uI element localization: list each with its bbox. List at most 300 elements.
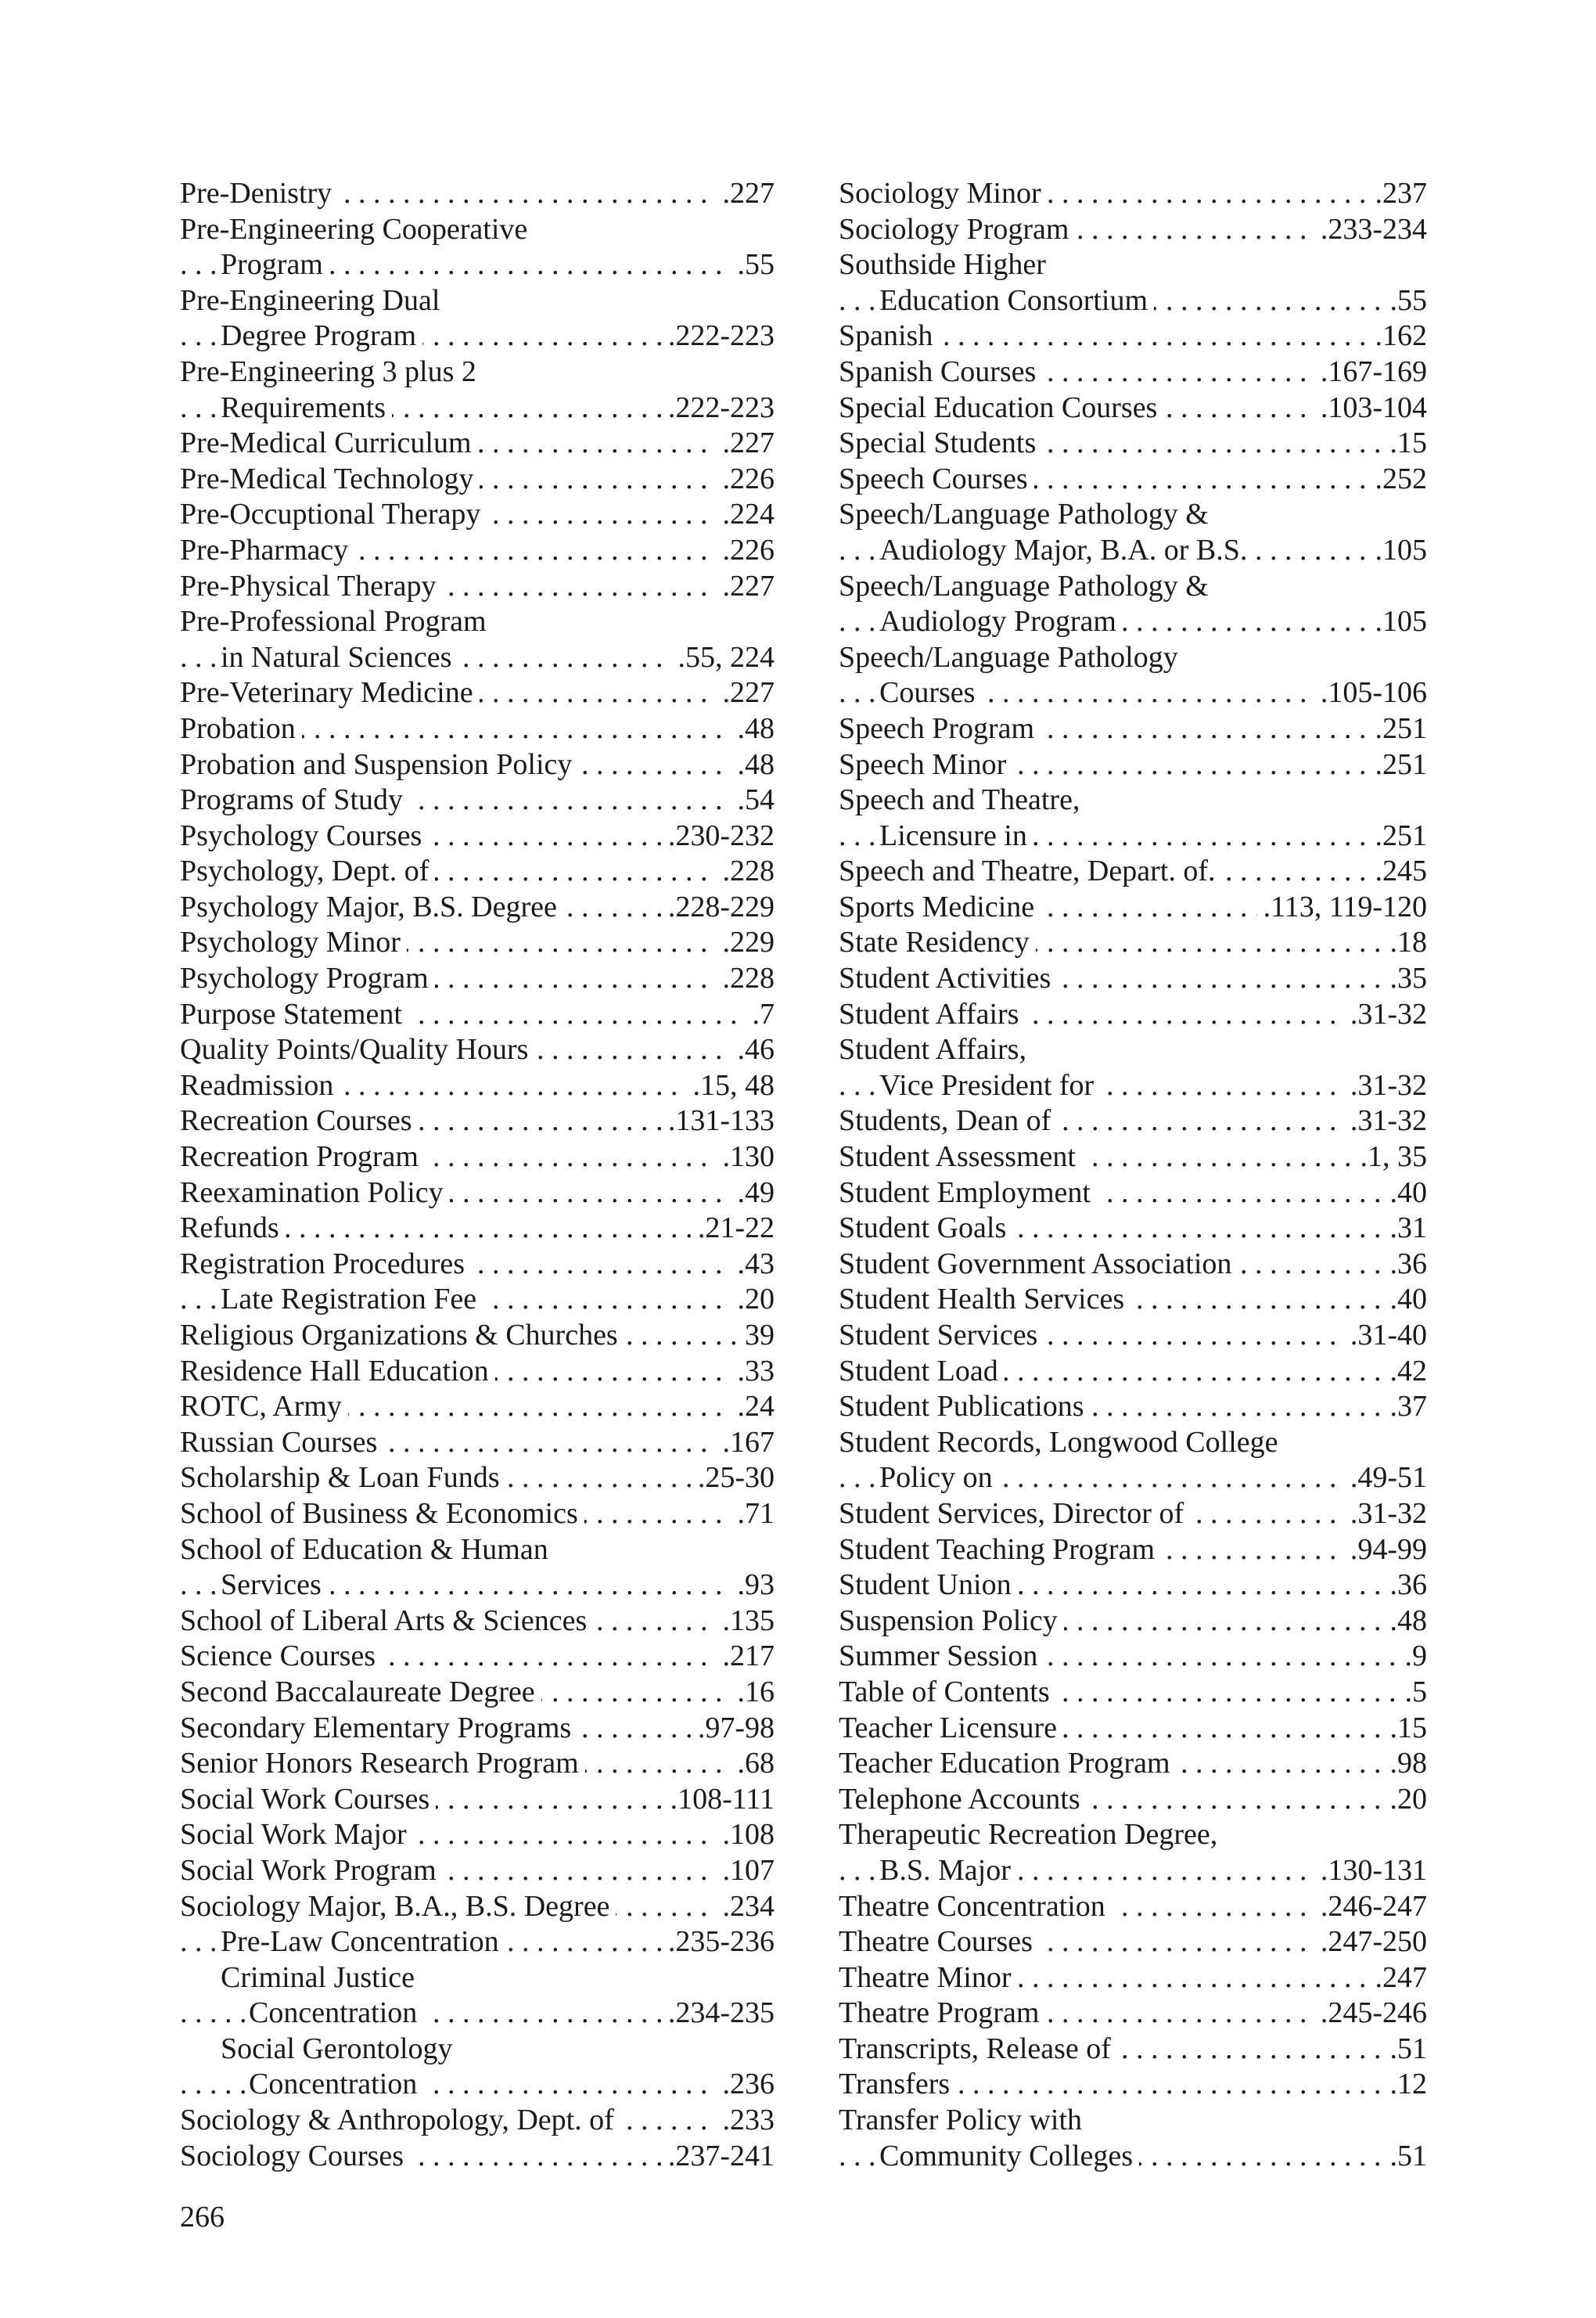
index-entry-page: .236 (717, 2067, 775, 2103)
index-entry-text: Special Students (839, 427, 1042, 459)
index-entry (839, 711, 1427, 747)
index-entry-text: Late Registration Fee (221, 1283, 483, 1316)
index-entry-text: Psychology, Dept. of (180, 855, 435, 887)
index-entry (180, 1496, 775, 1532)
index-entry (180, 391, 775, 427)
index-entry (180, 1460, 775, 1496)
index-entry-text: Pre-Pharmacy (180, 534, 354, 567)
index-entry-text: Psychology Major, B.S. Degree (180, 891, 563, 923)
index-entry (839, 961, 1427, 997)
index-entry-page: .40 (1384, 1175, 1428, 1211)
index-entry-page: .235-236 (662, 1924, 775, 1960)
index-entry (180, 1139, 775, 1175)
index-entry (839, 1568, 1427, 1604)
index-entry-text: State Residency (839, 926, 1036, 959)
index-entry-page: .234-235 (662, 1996, 775, 2032)
index-entry (180, 675, 775, 711)
index-entry (180, 497, 775, 533)
index-entry (180, 1068, 775, 1104)
index-entry (180, 640, 775, 676)
index-entry-text: Speech Courses (839, 463, 1034, 495)
index-entry-text: Pre-Medical Curriculum (180, 427, 478, 459)
index-entry-text: Sociology & Anthropology, Dept. of (180, 2104, 620, 2136)
index-entry-text: School of Business & Economics (180, 1497, 584, 1530)
index-entry-page: .48 (732, 711, 775, 747)
index-entry-page: .37 (1384, 1389, 1428, 1425)
index-entry-text: B.S. Major (879, 1854, 1017, 1887)
index-entry-text: Student Services, Director of (839, 1497, 1190, 1530)
index-entry-text: Probation (180, 712, 302, 745)
index-entry-page: .237-241 (662, 2139, 775, 2175)
index-entry (839, 1211, 1427, 1247)
index-entry-page: .227 (717, 675, 775, 711)
index-entry (839, 1068, 1427, 1104)
index-entry-page: .105 (1369, 533, 1428, 569)
index-entry (839, 319, 1427, 355)
index-entry (839, 783, 1427, 819)
index-entry-text: Social Work Major (180, 1818, 413, 1851)
index-entry (839, 1639, 1427, 1675)
index-entry-page: .246-247 (1314, 1889, 1427, 1925)
index-entry-page: .49-51 (1344, 1460, 1427, 1496)
index-entry-text: Student Goals (839, 1211, 1012, 1244)
index-entry-page: .5 (1399, 1675, 1428, 1711)
index-entry-page: .107 (717, 1853, 775, 1889)
index-entry-page: .24 (732, 1389, 775, 1425)
index-entry-page: .233 (717, 2103, 775, 2139)
index-entry-text: Sociology Minor (839, 177, 1048, 210)
index-entry-page: .251 (1369, 711, 1428, 747)
index-entry (839, 1532, 1427, 1568)
index-entry-page: .36 (1384, 1247, 1428, 1283)
index-entry (839, 819, 1427, 855)
index-entry-page: .237 (1369, 176, 1428, 212)
index-entry-text: Student Affairs, (839, 1033, 1033, 1066)
index-entry-text: Community Colleges (879, 2140, 1139, 2172)
index-entry (180, 1817, 775, 1853)
index-entry-text: Sociology Program (839, 213, 1075, 246)
index-entry-text: Student Records, Longwood College (839, 1426, 1284, 1459)
index-entry (839, 1318, 1427, 1354)
index-entry-text: Residence Hall Education (180, 1355, 495, 1388)
index-entry-text: Pre-Denistry (180, 177, 338, 210)
index-entry-page: .43 (732, 1247, 775, 1283)
index-entry-page: .233-234 (1314, 212, 1427, 248)
index-entry-page: .135 (717, 1604, 775, 1640)
index-entry-text: Student Union (839, 1568, 1018, 1601)
index-entry-page: .31-32 (1344, 1496, 1427, 1532)
page-number: 266 (180, 2201, 225, 2233)
index-entry-text: Telephone Accounts (839, 1783, 1087, 1816)
index-column-left (180, 176, 775, 2174)
index-entry (839, 2103, 1427, 2139)
index-entry-page: .49 (732, 1175, 775, 1211)
index-entry (180, 176, 775, 212)
index-entry-page: .222-223 (662, 319, 775, 355)
index-entry (180, 997, 775, 1033)
index-entry-text: Theatre Program (839, 1996, 1045, 2029)
index-entry-page: .31-40 (1344, 1318, 1427, 1354)
index-entry-page: .1, 35 (1354, 1139, 1428, 1175)
index-entry-page: .15 (1384, 1711, 1428, 1747)
index-entry (180, 747, 775, 783)
index-entry (839, 569, 1427, 605)
index-entry (839, 1175, 1427, 1211)
index-entry-page: .20 (732, 1282, 775, 1318)
index-entry-page: .48 (1384, 1604, 1428, 1640)
index-entry-text: Transfer Policy with (839, 2104, 1088, 2136)
index-entry (180, 819, 775, 855)
index-entry-text: Vice President for (879, 1069, 1100, 1102)
index-entry-text: Speech/Language Pathology & (839, 498, 1215, 531)
index-entry-text: Refunds (180, 1211, 286, 1244)
index-entry-text: Psychology Minor (180, 926, 407, 959)
index-entry (839, 1853, 1427, 1889)
index-entry-text: Pre-Engineering Cooperative (180, 213, 534, 246)
index-entry-text: Social Work Courses (180, 1783, 436, 1816)
index-entry-text: Concentration (249, 2068, 423, 2100)
index-entry-page: .33 (732, 1354, 775, 1390)
index-entry-text: Student Affairs (839, 998, 1025, 1031)
index-entry-text: Registration Procedures (180, 1247, 471, 1280)
index-entry-page: .40 (1384, 1282, 1428, 1318)
index-entry-text: Students, Dean of (839, 1104, 1057, 1137)
index-entry-text: ROTC, Army (180, 1390, 348, 1423)
index-entry-text: Readmission (180, 1069, 340, 1102)
index-entry-page: .130-131 (1314, 1853, 1427, 1889)
index-entry-text: Religious Organizations & Churches (180, 1319, 624, 1352)
index-entry-page: .51 (1384, 2032, 1428, 2068)
index-entry-text: Suspension Policy (839, 1604, 1064, 1637)
index-entry (839, 640, 1427, 676)
index-entry (839, 355, 1427, 391)
index-entry-text: Recreation Program (180, 1140, 425, 1173)
index-entry (839, 2032, 1427, 2068)
index-entry-text: Student Teaching Program (839, 1533, 1161, 1566)
index-entry-text: Spanish (839, 319, 939, 352)
index-entry-text: Pre-Veterinary Medicine (180, 676, 480, 709)
index-entry (180, 2139, 775, 2175)
index-entry-page: .46 (732, 1032, 775, 1068)
index-entry-page: .162 (1369, 319, 1428, 355)
index-entry-text: Sports Medicine (839, 891, 1041, 923)
index-entry (839, 1032, 1427, 1068)
index-entry-page: .12 (1384, 2067, 1428, 2103)
index-entry (180, 925, 775, 961)
index-entry (180, 1389, 775, 1425)
index-entry-text: Concentration (249, 1996, 423, 2029)
index-entry-page: .25-30 (692, 1460, 775, 1496)
index-entry (839, 497, 1427, 533)
index-entry-text: Speech Minor (839, 748, 1012, 781)
index-entry (180, 604, 775, 640)
index-entry-text: Sociology Major, B.A., B.S. Degree (180, 1890, 616, 1923)
index-entry-text: Transfers (839, 2068, 956, 2100)
index-entry (180, 462, 775, 498)
index-entry-page: .42 (1384, 1354, 1428, 1390)
index-entry (180, 1425, 775, 1461)
index-entry-text: Quality Points/Quality Hours (180, 1033, 534, 1066)
index-entry-page: .234 (717, 1889, 775, 1925)
index-entry (180, 2067, 775, 2103)
index-entry (180, 319, 775, 355)
index-entry (839, 925, 1427, 961)
index-entry-text: Psychology Program (180, 962, 435, 995)
index-entry-text: Student Assessment (839, 1140, 1082, 1173)
index-entry-page: .108-111 (664, 1782, 775, 1818)
index-entry-text: Theatre Concentration (839, 1890, 1112, 1923)
index-entry-text: Theatre Minor (839, 1961, 1018, 1994)
index-entry (180, 533, 775, 569)
index-entry (180, 1103, 775, 1139)
index-entry-page: .227 (717, 569, 775, 605)
index-entry (839, 1103, 1427, 1139)
index-entry-page: .98 (1384, 1746, 1428, 1782)
index-entry-text: Pre-Engineering 3 plus 2 (180, 355, 483, 388)
index-entry-text: Social Work Program (180, 1854, 443, 1887)
index-entry (180, 890, 775, 926)
index-entry (839, 1354, 1427, 1390)
index-entry-page: .105 (1369, 604, 1428, 640)
index-entry-page: .36 (1384, 1568, 1428, 1604)
index-entry-text: Courses (879, 676, 981, 709)
index-entry-text: Teacher Licensure (839, 1712, 1063, 1744)
index-entry-text: Science Courses (180, 1640, 382, 1672)
index-entry-page: .245-246 (1314, 1996, 1427, 2032)
index-entry (180, 961, 775, 997)
index-entry (180, 1247, 775, 1283)
index-entry (180, 1960, 775, 1996)
index-entry-text: School of Liberal Arts & Sciences (180, 1604, 593, 1637)
index-entry-page: .55 (1384, 283, 1428, 319)
index-entry-page: .71 (732, 1496, 775, 1532)
index-entry-text: Student Load (839, 1355, 1005, 1388)
index-entry (180, 1782, 775, 1818)
index-entry-page: .31-32 (1344, 1068, 1427, 1104)
index-entry (839, 462, 1427, 498)
index-entry-page: .226 (717, 462, 775, 498)
index-entry-text: Program (221, 248, 329, 281)
index-entry (839, 176, 1427, 212)
index-entry (180, 1924, 775, 1960)
index-entry (180, 1604, 775, 1640)
index-entry-page: .55, 224 (672, 640, 775, 676)
index-entry-text: Policy on (879, 1461, 999, 1494)
index-entry (180, 1568, 775, 1604)
index-entry-page: .227 (717, 426, 775, 462)
index-entry-page: .18 (1384, 925, 1428, 961)
index-entry-page: .252 (1369, 462, 1428, 498)
index-entry-text: Special Education Courses (839, 391, 1163, 424)
index-entry-text: Licensure in (879, 819, 1033, 852)
index-entry (839, 1425, 1427, 1461)
index-entry (180, 283, 775, 319)
index-entry (180, 1032, 775, 1068)
index-entry (180, 1175, 775, 1211)
index-entry (839, 997, 1427, 1033)
index-entry (839, 1746, 1427, 1782)
index-entry (180, 1675, 775, 1711)
index-entry (180, 355, 775, 391)
index-entry (180, 1711, 775, 1747)
index-entry-text: Audiology Program (879, 605, 1123, 638)
index-entry-page: .55 (732, 247, 775, 283)
index-entry-text: Summer Session (839, 1640, 1044, 1672)
index-entry-page: .130 (717, 1139, 775, 1175)
index-entry-page: .251 (1369, 819, 1428, 855)
index-entry-text: Second Baccalaureate Degree (180, 1676, 541, 1708)
index-entry (839, 1711, 1427, 1747)
index-entry-page: .226 (717, 533, 775, 569)
index-entry (180, 2032, 775, 2068)
index-entry (839, 212, 1427, 248)
index-entry (839, 1604, 1427, 1640)
index-entry-text: Pre-Occuptional Therapy (180, 498, 487, 531)
index-entry-text: Speech/Language Pathology & (839, 570, 1215, 603)
index-entry (180, 1853, 775, 1889)
index-entry (180, 212, 775, 248)
index-entry-page: .228 (717, 961, 775, 997)
index-entry-text: Degree Program (221, 319, 422, 352)
index-entry-text: Scholarship & Loan Funds (180, 1461, 505, 1494)
index-entry-text: Student Publications (839, 1390, 1091, 1423)
index-entry (839, 1389, 1427, 1425)
index-entry-text: in Natural Sciences (221, 641, 458, 674)
index-entry (839, 1247, 1427, 1283)
index-entry (839, 1960, 1427, 1996)
index-entry-page: .35 (1384, 961, 1428, 997)
index-entry-page: .251 (1369, 747, 1428, 783)
index-entry (180, 426, 775, 462)
index-entry-text: Speech and Theatre, Depart. of. (839, 855, 1221, 887)
index-entry (839, 1282, 1427, 1318)
index-entry-page: .247 (1369, 1960, 1428, 1996)
index-column-right (839, 176, 1427, 2174)
index-entry-text: Recreation Courses (180, 1104, 419, 1137)
index-entry (180, 1318, 775, 1354)
index-entry-page: .247-250 (1314, 1924, 1427, 1960)
index-entry (839, 1924, 1427, 1960)
index-entry (839, 747, 1427, 783)
index-entry-page: .103-104 (1314, 391, 1427, 427)
index-entry (839, 675, 1427, 711)
index-entry (839, 533, 1427, 569)
index-entry-page: .15 (1384, 426, 1428, 462)
index-entry-text: Social Gerontology (221, 2032, 459, 2065)
index-entry-page: .228-229 (662, 890, 775, 926)
index-entry-page: .93 (732, 1568, 775, 1604)
index-entry-page: .48 (732, 747, 775, 783)
index-entry (180, 1996, 775, 2032)
index-entry-text: Southside Higher (839, 248, 1052, 281)
index-entry-page: .97-98 (692, 1711, 775, 1747)
index-entry (180, 1532, 775, 1568)
index-entry-text: Student Government Association (839, 1247, 1238, 1280)
index-entry (180, 569, 775, 605)
index-entry-page: .51 (1384, 2139, 1428, 2175)
index-entry-text: Services (221, 1568, 328, 1601)
index-entry-text: Reexamination Policy (180, 1176, 450, 1209)
index-entry (839, 1996, 1427, 2032)
index-entry-text: Russian Courses (180, 1426, 383, 1459)
index-entry-text: Student Employment (839, 1176, 1097, 1209)
index-entry-page: .9 (1399, 1639, 1428, 1675)
index-entry-page: .167-169 (1314, 355, 1427, 391)
index-entry-page: .217 (717, 1639, 775, 1675)
index-entry-text: Sociology Courses (180, 2140, 410, 2172)
index-entry-text: Theatre Courses (839, 1925, 1039, 1958)
index-entry-page: .108 (717, 1817, 775, 1853)
index-entry (180, 854, 775, 890)
index-entry-page: .105-106 (1314, 675, 1427, 711)
index-entry (839, 391, 1427, 427)
index-entry-page: .16 (732, 1675, 775, 1711)
index-entry-text: Student Activities (839, 962, 1057, 995)
index-entry-text: Speech/Language Pathology (839, 641, 1184, 674)
index-entry (839, 283, 1427, 319)
index-entry-text: Student Health Services (839, 1283, 1130, 1316)
index-entry-text: Speech and Theatre, (839, 783, 1086, 816)
index-entry-text: Pre-Professional Program (180, 605, 493, 638)
index-entry-text: Teacher Education Program (839, 1747, 1177, 1780)
index-entry (839, 1139, 1427, 1175)
index-entry (180, 1639, 775, 1675)
index-entry-page: .224 (717, 497, 775, 533)
index-entry (839, 1817, 1427, 1853)
index-entry-page: .222-223 (662, 391, 775, 427)
index-entry (839, 890, 1427, 926)
index-entry-page: .31-32 (1344, 1103, 1427, 1139)
index-entry (180, 783, 775, 819)
index-entry-page: .245 (1369, 854, 1428, 890)
index-entry-page: .20 (1384, 1782, 1428, 1818)
index-entry-text: Pre-Engineering Dual (180, 284, 446, 317)
index-entry (839, 2067, 1427, 2103)
index-entry (839, 854, 1427, 890)
index-entry (839, 1782, 1427, 1818)
index-entry-text: Transcripts, Release of (839, 2032, 1117, 2065)
index-entry (839, 1675, 1427, 1711)
index-entry-text: Requirements (221, 391, 392, 424)
index-entry-page: .113, 119-120 (1257, 890, 1427, 926)
index-entry-text: Pre-Physical Therapy (180, 570, 443, 603)
index-entry-page: .31 (1384, 1211, 1428, 1247)
index-entry-text: Psychology Courses (180, 819, 428, 852)
index-entry-page: .68 (732, 1746, 775, 1782)
index-entry-text: Therapeutic Recreation Degree, (839, 1818, 1224, 1851)
index-entry (839, 2139, 1427, 2175)
index-entry-text: Pre-Medical Technology (180, 463, 480, 495)
index-entry-page: .228 (717, 854, 775, 890)
index-entry-text: Audiology Major, B.A. or B.S. (879, 534, 1253, 567)
index-entry-text: Speech Program (839, 712, 1041, 745)
index-entry-page: .31-32 (1344, 997, 1427, 1033)
index-entry (839, 1460, 1427, 1496)
index-entry-page: .167 (717, 1425, 775, 1461)
index-entry-text: Education Consortium (879, 284, 1154, 317)
index-entry (839, 1496, 1427, 1532)
index-entry-text: Probation and Suspension Policy (180, 748, 578, 781)
index-entry (180, 1889, 775, 1925)
index-entry (180, 1746, 775, 1782)
index-entry (180, 247, 775, 283)
index-entry-page: .227 (717, 176, 775, 212)
index-entry-text: Table of Contents (839, 1676, 1056, 1708)
index-entry-page: .54 (732, 783, 775, 819)
index-entry-page: .230-232 (662, 819, 775, 855)
index-entry-page: .94-99 (1344, 1532, 1427, 1568)
index-entry (839, 426, 1427, 462)
